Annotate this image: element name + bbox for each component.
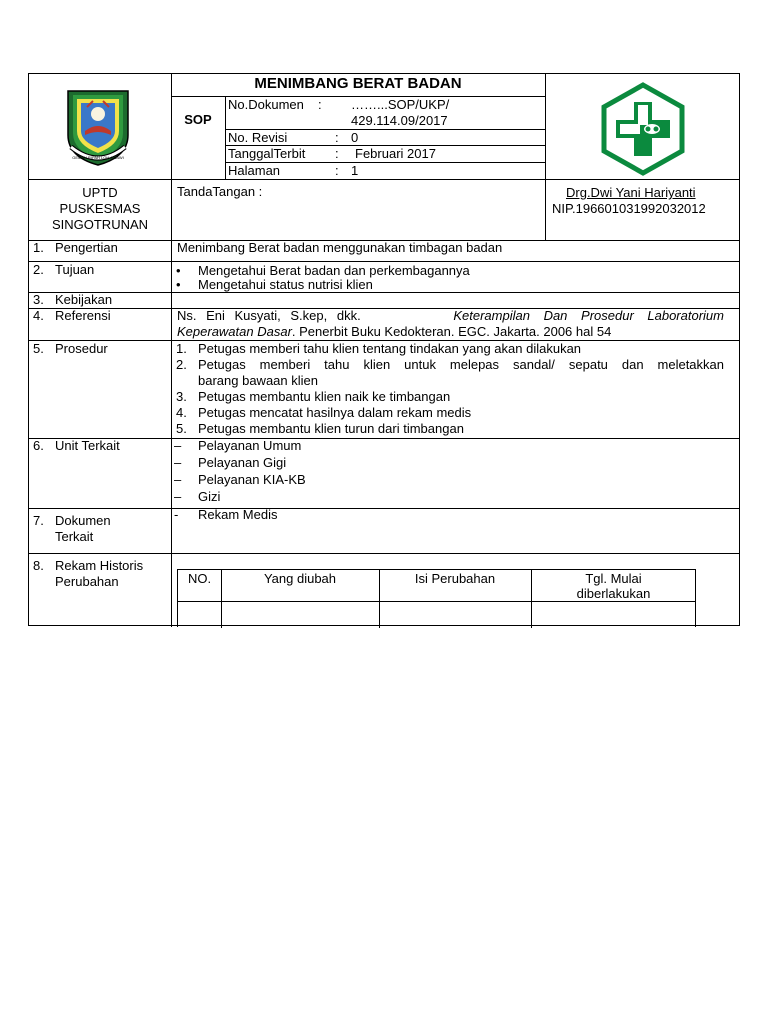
field-sep: :	[335, 130, 339, 145]
prosedur-step-number: 3.	[176, 389, 187, 404]
prosedur-step: Petugas mencatat hasilnya dalam rekam medis	[198, 405, 472, 420]
section-number: 6.	[33, 438, 44, 453]
field-sep: :	[318, 97, 322, 112]
section-label-unit-terkait: Unit Terkait	[55, 438, 120, 453]
regency-emblem-logo	[63, 87, 133, 167]
org-line-3: SINGOTRUNAN	[51, 217, 149, 232]
shield-emblem-icon	[63, 87, 133, 167]
section-label-tujuan: Tujuan	[55, 262, 95, 277]
prosedur-step: Petugas memberi tahu klien untuk melepas sandal/ sepatu dan meletakkan	[198, 357, 724, 372]
dash-icon: –	[174, 489, 182, 504]
field-label-tanggal-terbit: TanggalTerbit	[228, 146, 306, 161]
pengertian-text: Menimbang Berat badan menggunakan timbagan badan	[177, 240, 503, 255]
header-divider-right	[545, 74, 546, 179]
section-label-kebijakan: Kebijakan	[55, 292, 113, 307]
section-number: 4.	[33, 308, 44, 323]
prosedur-step-number: 1.	[176, 341, 187, 356]
history-header-yang-diubah: Yang diubah	[263, 571, 337, 586]
history-header-isi-perubahan: Isi Perubahan	[414, 571, 496, 586]
history-header-diberlakukan: diberlakukan	[576, 586, 651, 601]
field-sep: :	[335, 146, 339, 161]
history-header-tgl-mulai: Tgl. Mulai	[585, 571, 642, 586]
section-number: 5.	[33, 341, 44, 356]
dokumen-item: Rekam Medis	[198, 507, 278, 522]
unit-item: Pelayanan Gigi	[198, 455, 287, 470]
sop-label: SOP	[184, 112, 212, 127]
dash-icon: –	[174, 472, 182, 487]
prosedur-step: Petugas membantu klien naik ke timbangan	[198, 389, 451, 404]
prosedur-step: Petugas membantu klien turun dari timbangan	[198, 421, 464, 436]
referensi-line-2	[177, 324, 611, 340]
signer-nip: NIP.196601031992032012	[552, 201, 706, 216]
column-divider	[171, 74, 172, 627]
section-label-pengertian: Pengertian	[55, 240, 118, 255]
svg-text:GEMAH RIPAH LOH JINAWI: GEMAH RIPAH LOH JINAWI	[72, 155, 124, 160]
dash-icon: –	[174, 455, 182, 470]
puskesmas-cross-icon	[600, 82, 686, 176]
bullet-icon: •	[176, 263, 181, 278]
section-number: 3.	[33, 292, 44, 307]
signature-label: TandaTangan :	[177, 184, 263, 199]
field-label-no-dokumen: No.Dokumen	[228, 97, 304, 112]
document-title: MENIMBANG BERAT BADAN	[254, 75, 462, 92]
dash-icon: –	[174, 438, 182, 453]
section-number: 7.	[33, 513, 44, 528]
signer-name: Drg.Dwi Yani Hariyanti	[566, 185, 696, 200]
bullet-icon: •	[176, 277, 181, 292]
referensi-authors: Ns. Eni Kusyati, S.kep, dkk.	[177, 308, 361, 323]
sop-document	[28, 73, 740, 626]
prosedur-step-cont: barang bawaan klien	[198, 373, 318, 388]
history-header-no: NO.	[187, 571, 212, 586]
tujuan-item: Mengetahui status nutrisi klien	[198, 277, 373, 292]
unit-item: Gizi	[198, 489, 221, 504]
org-line-2: PUSKESMAS	[59, 201, 141, 216]
section-label-dokumen-cont: Terkait	[55, 529, 94, 544]
referensi-book-title-cont: Keperawatan Dasar	[177, 324, 292, 339]
prosedur-step-number: 5.	[176, 421, 187, 436]
section-number: 8.	[33, 558, 44, 573]
field-sep: :	[335, 163, 339, 178]
health-cross-logo	[600, 82, 686, 176]
section-number: 1.	[33, 240, 44, 255]
section-label-rekam-historis: Rekam Historis	[55, 558, 144, 573]
unit-item: Pelayanan Umum	[198, 438, 302, 453]
section-label-rekam-historis-cont: Perubahan	[55, 574, 119, 589]
section-label-referensi: Referensi	[55, 308, 111, 323]
referensi-book-title: Keterampilan Dan Prosedur Laboratorium	[453, 308, 724, 323]
prosedur-step-number: 4.	[176, 405, 187, 420]
referensi-publisher: . Penerbit Buku Kedokteran. EGC. Jakarta. 2006 hal 54	[291, 324, 612, 339]
referensi-line-1	[177, 308, 724, 324]
section-label-prosedur: Prosedur	[55, 341, 108, 356]
field-value-tanggal-terbit: Februari 2017	[355, 146, 436, 161]
section-label-dokumen: Dokumen	[55, 513, 111, 528]
field-value-halaman: 1	[351, 163, 359, 178]
field-label-halaman: Halaman	[228, 163, 281, 178]
prosedur-step-number: 2.	[176, 357, 187, 372]
history-table	[177, 569, 696, 627]
tujuan-item: Mengetahui Berat badan dan perkembagannya	[198, 263, 470, 278]
field-label-no-revisi: No. Revisi	[228, 130, 288, 145]
field-value-no-dokumen-2: 429.114.09/2017	[351, 113, 448, 128]
dash-icon: -	[174, 507, 179, 522]
unit-item: Pelayanan KIA-KB	[198, 472, 306, 487]
prosedur-step: Petugas memberi tahu klien tentang tindakan yang akan dilakukan	[198, 341, 582, 356]
section-number: 2.	[33, 262, 44, 277]
org-line-1: UPTD	[82, 185, 118, 200]
field-value-no-revisi: 0	[351, 130, 359, 145]
field-value-no-dokumen: ……...SOP/UKP/	[351, 97, 450, 112]
